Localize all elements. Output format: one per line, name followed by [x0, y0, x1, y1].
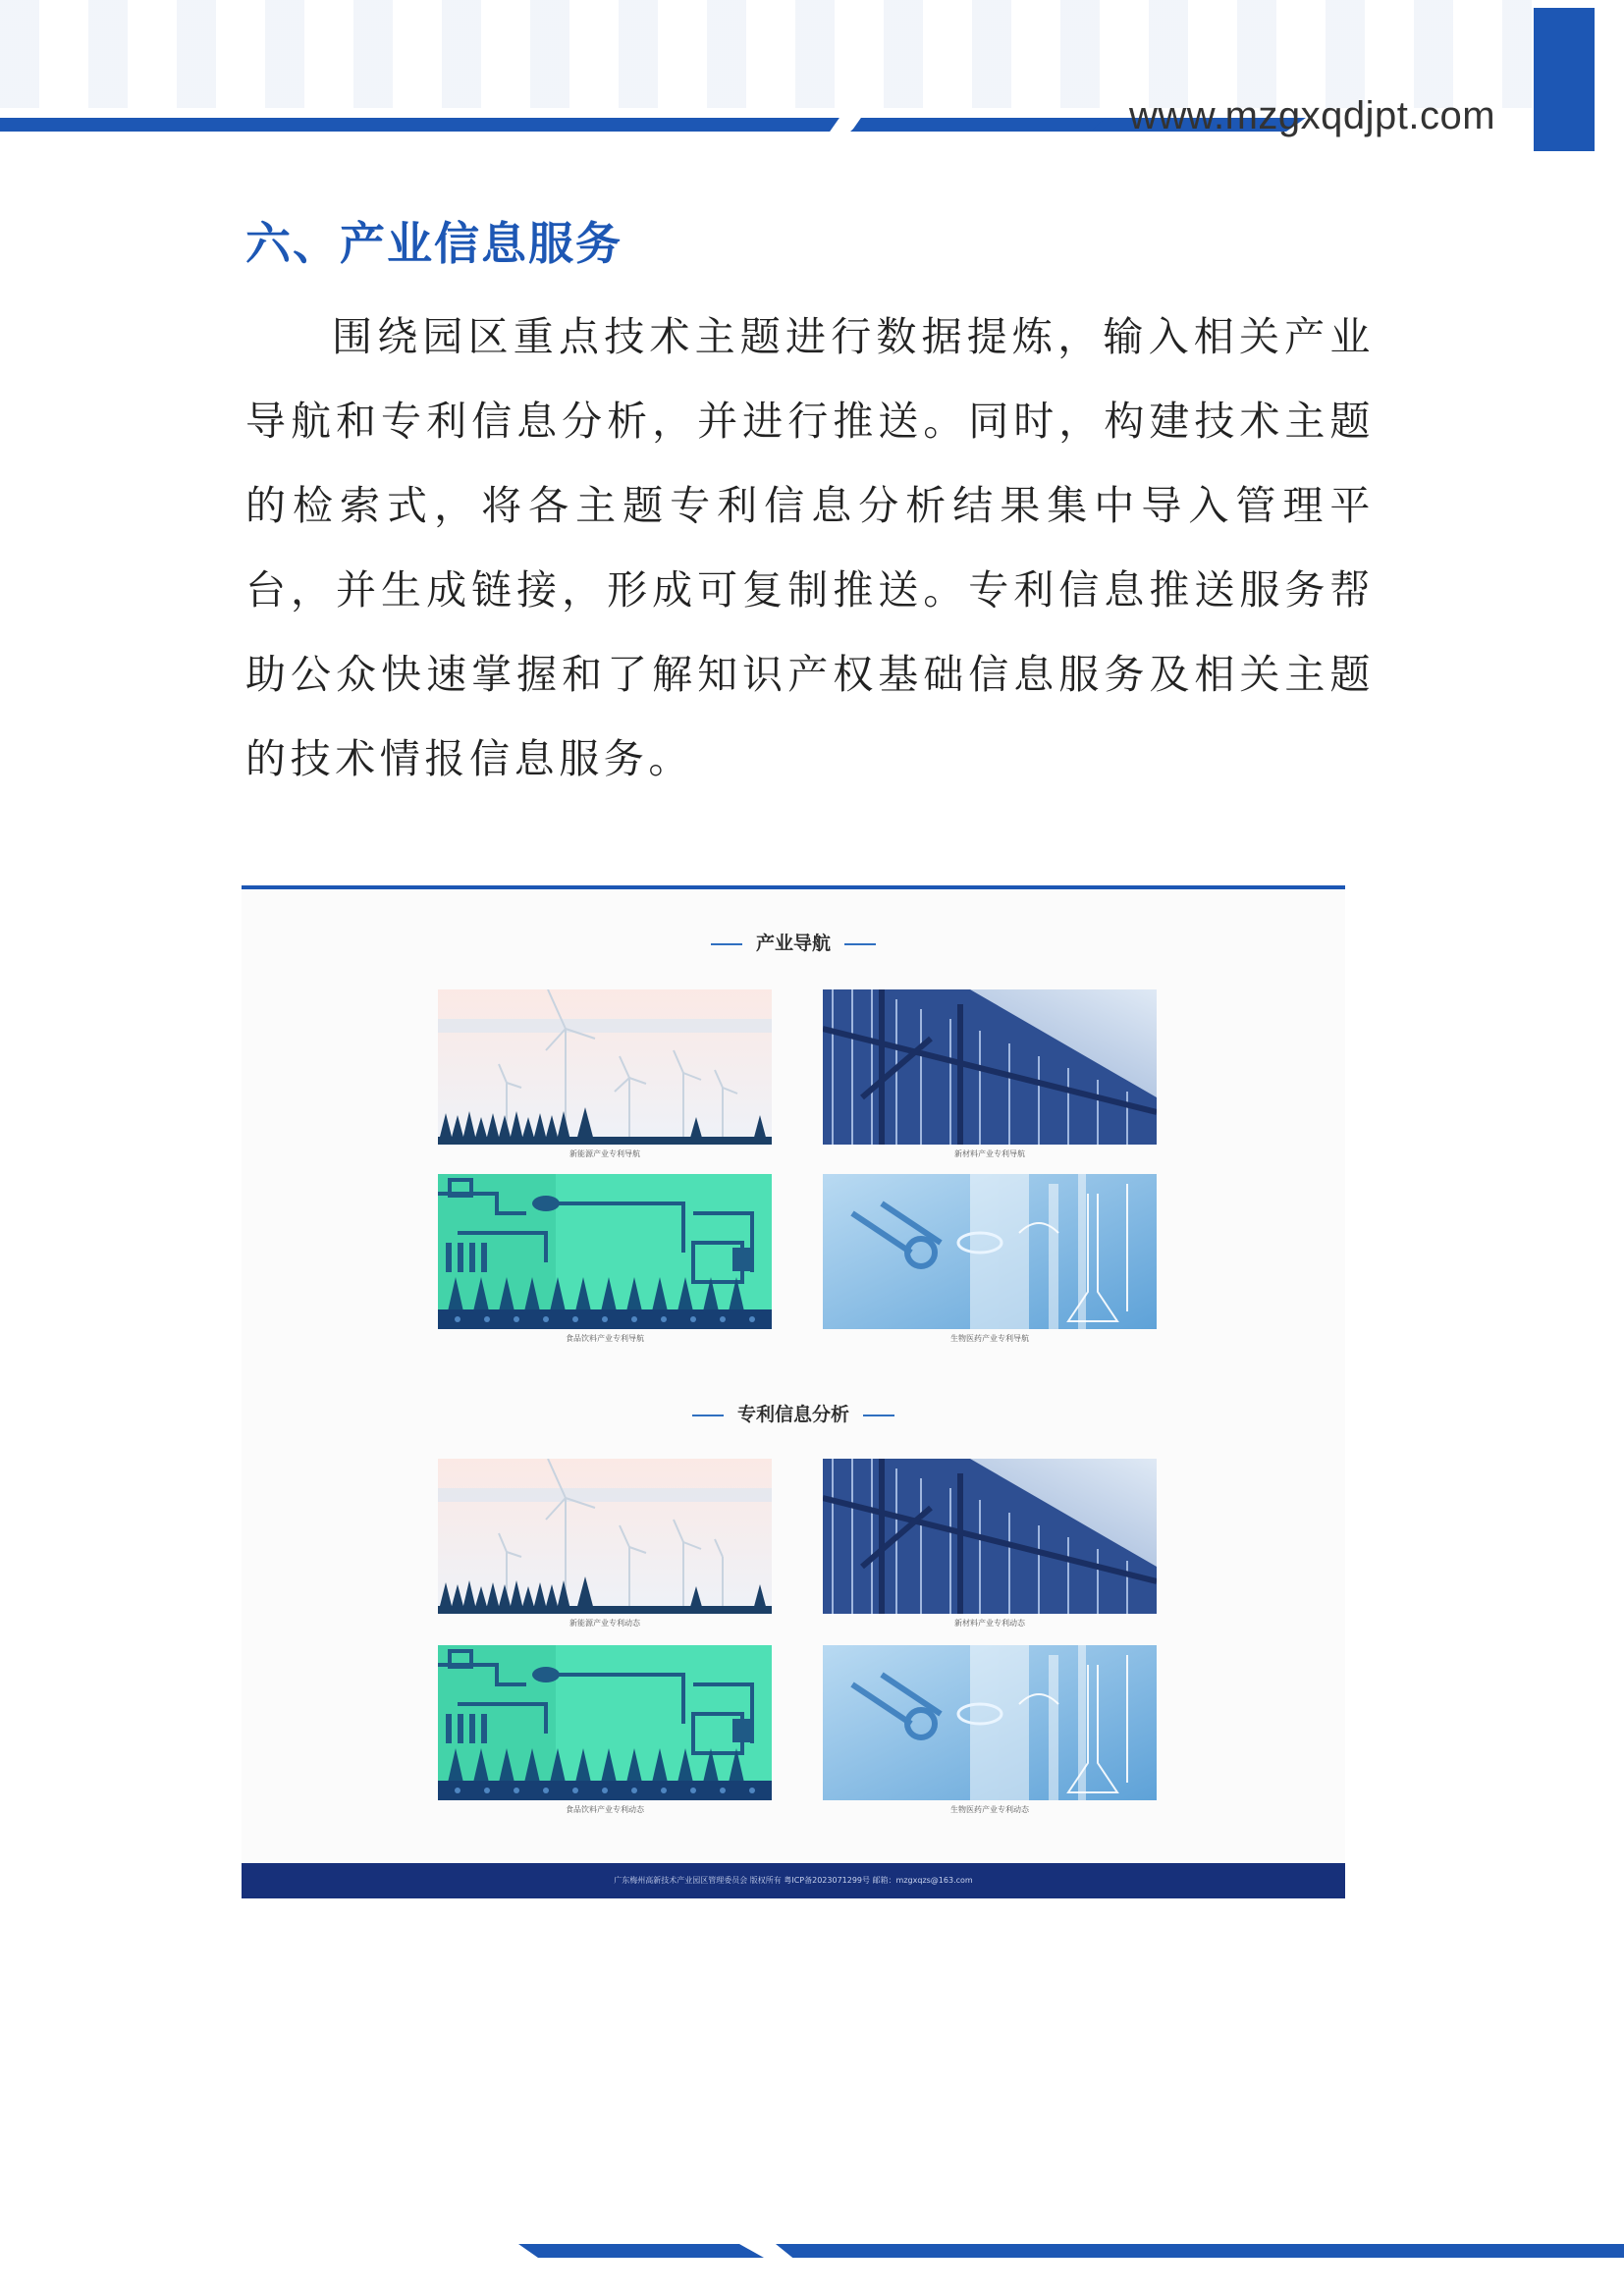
footer-rule	[776, 2244, 1624, 2258]
analysis-card-caption: 新材料产业专利动态	[954, 1619, 1025, 1628]
laboratory-microscope-image	[823, 1645, 1157, 1800]
analysis-card-energy[interactable]	[438, 1459, 772, 1614]
platform-footer	[242, 1863, 1345, 1898]
nav-section-title: 产业导航	[755, 933, 831, 954]
footer-rule-accent	[518, 2244, 764, 2258]
header-url[interactable]: www.mzgxqdjpt.com	[1129, 94, 1496, 137]
heading-dash-left	[692, 1415, 724, 1416]
analysis-card-caption: 新能源产业专利动态	[569, 1619, 640, 1628]
header-rule-accent	[850, 118, 1106, 132]
heading-dash-right	[844, 943, 876, 945]
analysis-card-caption: 生物医药产业专利动态	[950, 1805, 1029, 1814]
wind-turbines-image	[438, 989, 772, 1145]
nav-card-energy[interactable]	[438, 989, 772, 1145]
nav-card-materials[interactable]	[823, 989, 1157, 1145]
platform-screenshot	[242, 885, 1345, 1898]
nav-card-caption: 食品饮料产业专利导航	[566, 1334, 644, 1343]
nav-card-caption: 新能源产业专利导航	[569, 1149, 640, 1158]
section-paragraph: 围绕园区重点技术主题进行数据提炼，输入相关产业导航和专利信息分析，并进行推送。同时，构建技术主题的检索式，将各主题专利信息分析结果集中导入管理平台，并生成链接，形成可复制推送。专利信息推送服务帮助公众快速掌握和了解知识产权基础信息服务及相关主题的技术情报信息服务。	[245, 313, 1375, 782]
factory-production-image	[438, 1174, 772, 1329]
steel-structure-image	[823, 1459, 1157, 1614]
nav-section-heading	[242, 929, 1345, 955]
analysis-section-heading	[242, 1400, 1345, 1426]
analysis-card-food[interactable]	[438, 1645, 772, 1800]
header-watermark	[0, 0, 1532, 108]
analysis-card-biomed[interactable]	[823, 1645, 1157, 1800]
footer-text: 广东梅州高新技术产业园区管理委员会 版权所有 粤ICP备2023071299号 邮箱：mzgxqzs@163.com	[614, 1876, 973, 1885]
factory-production-image	[438, 1645, 772, 1800]
header-blue-block	[1534, 8, 1595, 151]
nav-card-biomed[interactable]	[823, 1174, 1157, 1329]
analysis-card-materials[interactable]	[823, 1459, 1157, 1614]
header-rule	[0, 118, 1306, 132]
laboratory-microscope-image	[823, 1174, 1157, 1329]
heading-dash-left	[711, 943, 742, 945]
nav-card-caption: 生物医药产业专利导航	[950, 1334, 1029, 1343]
heading-dash-right	[863, 1415, 894, 1416]
steel-structure-image	[823, 989, 1157, 1145]
analysis-section-title: 专利信息分析	[736, 1404, 849, 1425]
section-title: 六、产业信息服务	[245, 217, 623, 270]
wind-turbines-image	[438, 1459, 772, 1614]
nav-card-food[interactable]	[438, 1174, 772, 1329]
nav-card-caption: 新材料产业专利导航	[954, 1149, 1025, 1158]
analysis-card-caption: 食品饮料产业专利动态	[566, 1805, 644, 1814]
